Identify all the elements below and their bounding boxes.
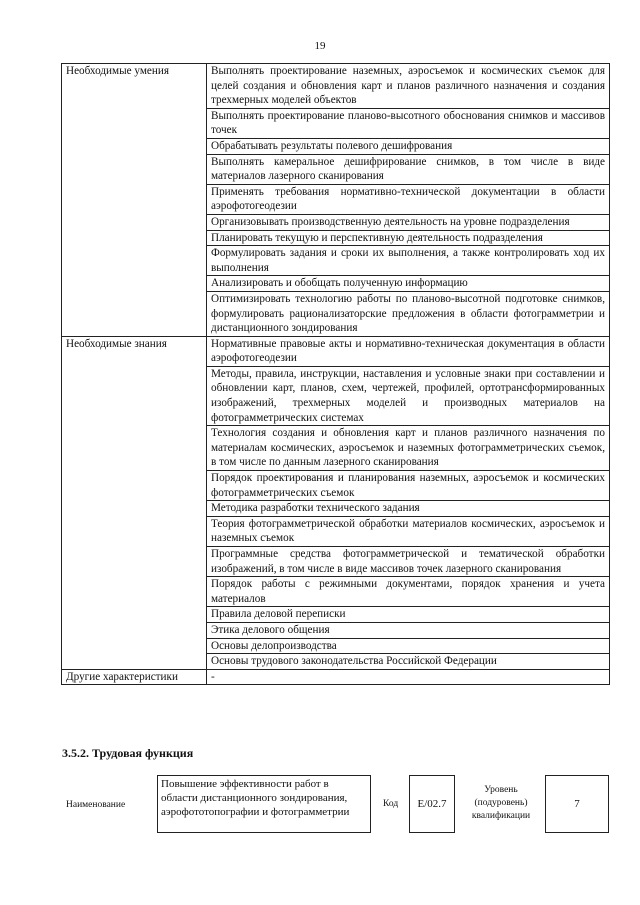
table-row bbox=[62, 64, 610, 109]
row-text: Обрабатывать результаты полевого дешифрования bbox=[207, 138, 610, 154]
row-text: Порядок работы с режимными документами, порядок хранения и учета материалов bbox=[207, 577, 610, 607]
row-group-label: Другие характеристики bbox=[62, 669, 207, 685]
row-text: Выполнять проектирование наземных, аэросъемок и космических съемок для целей создания и обновления карт и планов различного назначения и создания трехмерных моделей объектов bbox=[207, 64, 610, 109]
section-title: 3.5.2. Трудовая функция bbox=[62, 746, 194, 760]
page-number: 19 bbox=[314, 40, 326, 52]
row-text: Организовывать производственную деятельность на уровне подразделения bbox=[207, 214, 610, 230]
function-code-label: Код bbox=[383, 799, 399, 809]
row-text: Теория фотограмметрической обработки материалов космических, аэросъемок и наземных съемок bbox=[207, 516, 610, 546]
row-text: Основы трудового законодательства Российской Федерации bbox=[207, 654, 610, 670]
row-text: Правила деловой переписки bbox=[207, 607, 610, 623]
row-text: Программные средства фотограмметрической и тематической обработки изображений, в том числе в виде массивов точек лазерного сканирования bbox=[207, 547, 610, 577]
row-text: Применять требования нормативно-технической документации в области аэрофотогеодезии bbox=[207, 184, 610, 214]
row-text: Порядок проектирования и планирования наземных, аэросъемок и космических фотограмметрических съемок bbox=[207, 471, 610, 501]
row-group-label: Необходимые знания bbox=[62, 336, 207, 669]
row-group-label: Необходимые умения bbox=[62, 64, 207, 337]
row-text: Анализировать и обобщать полученную информацию bbox=[207, 276, 610, 292]
row-text: Технология создания и обновления карт и планов различного назначения по материалам космических, аэросъемок и наземных фотограмметрических съемок, в том числе по данным лазерного сканирования bbox=[207, 426, 610, 471]
row-text: - bbox=[207, 669, 610, 685]
row-text: Этика делового общения bbox=[207, 622, 610, 638]
function-name-label: Наименование bbox=[66, 800, 126, 810]
row-text: Методика разработки технического задания bbox=[207, 501, 610, 517]
row-text: Нормативные правовые акты и нормативно-техническая документация в области аэрофотогеодезии bbox=[207, 336, 610, 366]
row-text: Методы, правила, инструкции, наставления и условные знаки при составлении и обновлении карт, планов, схем, чертежей, профилей, ортотрансформированных изображений, трехмерных моделей и производных материалов на фотограмметрических системах bbox=[207, 366, 610, 425]
table-row bbox=[62, 336, 610, 366]
qualification-level-value: 7 bbox=[545, 775, 609, 833]
row-text: Выполнять проектирование планово-высотного обоснования снимков и массивов точек bbox=[207, 108, 610, 138]
table-row bbox=[62, 669, 610, 685]
function-code-value: E/02.7 bbox=[409, 775, 455, 833]
row-text: Выполнять камеральное дешифрирование снимков, в том числе в виде материалов лазерного сканирования bbox=[207, 154, 610, 184]
row-text: Формулировать задания и сроки их выполнения, а также контролировать ход их выполнения bbox=[207, 246, 610, 276]
row-text: Оптимизировать технологию работы по планово-высотной подготовке снимков, формулировать рационализаторские предложения в области фотограмметрии и дистанционного зондирования bbox=[207, 291, 610, 336]
row-text: Планировать текущую и перспективную деятельность подразделения bbox=[207, 230, 610, 246]
function-name-value: Повышение эффективности работ в области дистанционного зондирования, аэрофототопографии и фотограмметрии bbox=[157, 775, 371, 833]
requirements-table-body bbox=[62, 64, 610, 685]
requirements-table bbox=[61, 63, 610, 685]
row-text: Основы делопроизводства bbox=[207, 638, 610, 654]
qualification-level-label: Уровень (подуровень) квалификации bbox=[471, 785, 531, 821]
